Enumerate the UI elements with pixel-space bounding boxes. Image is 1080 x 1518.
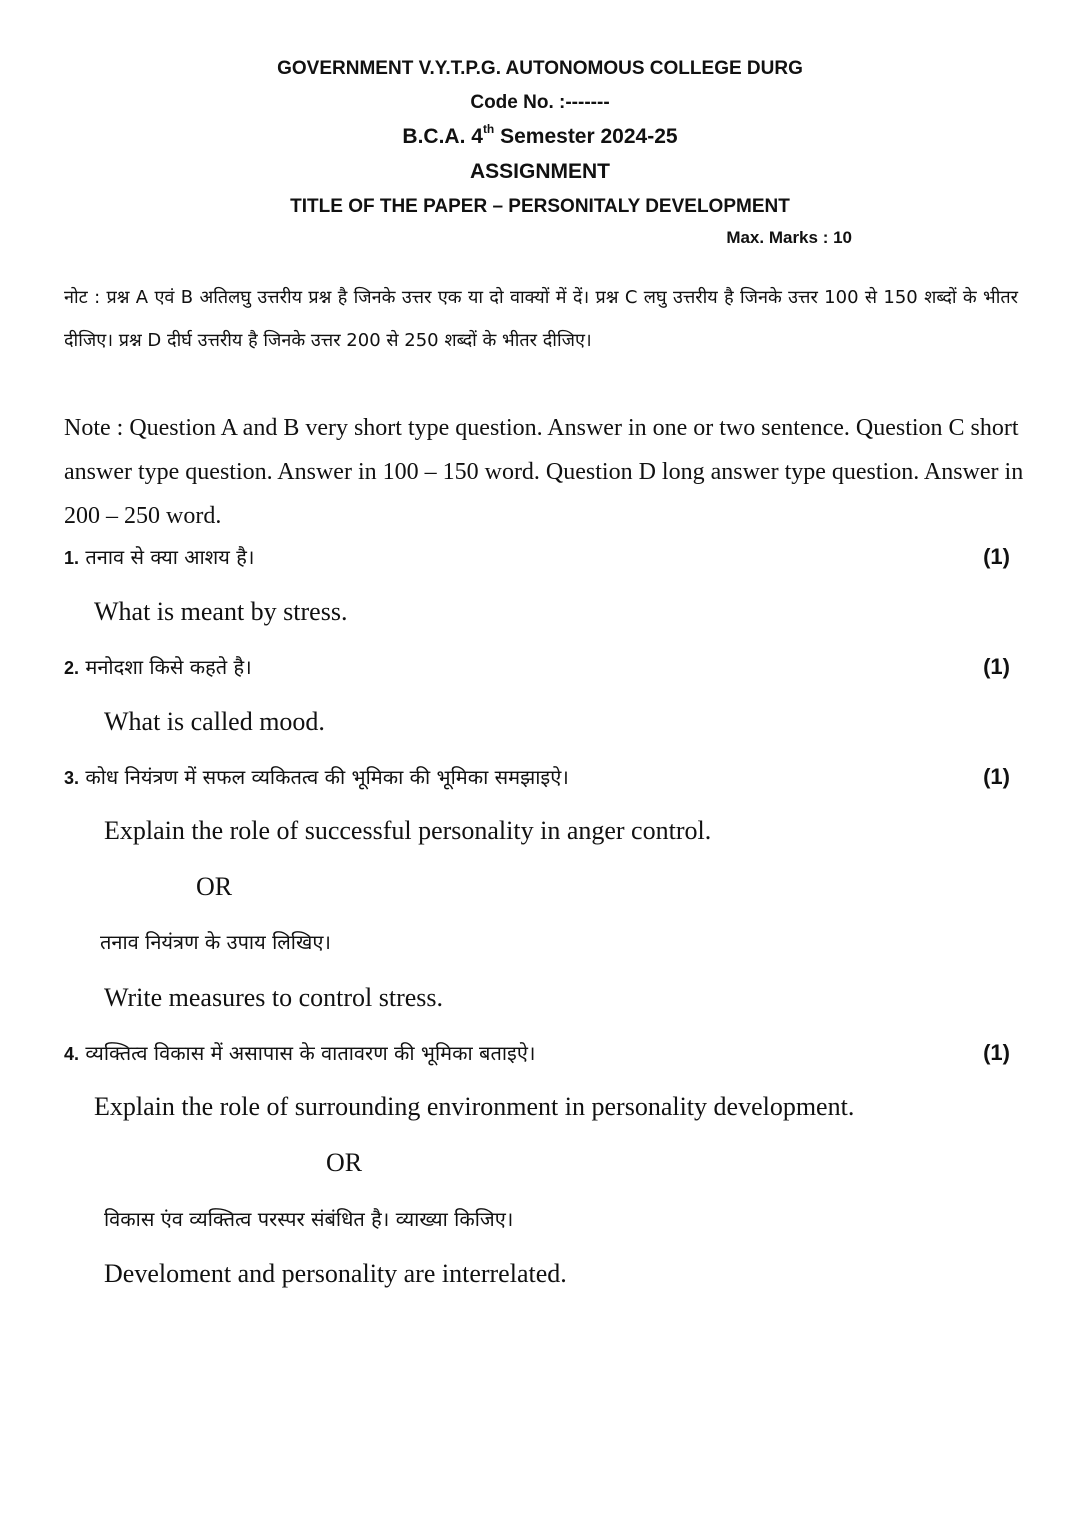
question-1-english: What is meant by stress.: [94, 597, 348, 626]
question-4-or: OR: [326, 1148, 363, 1177]
note-english: Note : Question A and B very short type question. Answer in one or two sentence. Question C short answer type question. Answer in 100 – 150 word. Question D long answer type question. Answer in 200 – 250 word.: [64, 415, 1024, 529]
question-3-marks: (1): [983, 764, 1010, 789]
question-4-alt-english: Develoment and personality are interrelated.: [104, 1259, 567, 1288]
question-4-hindi: [64, 1039, 536, 1066]
question-4-marks: (1): [983, 1040, 1010, 1065]
question-3-english: Explain the role of successful personality in anger control.: [104, 816, 712, 845]
question-2-english: What is called mood.: [104, 707, 325, 736]
question-4-hindi-text: व्यक्तित्व विकास में असापास के वातावरण की भूमिका बताइऐ।: [85, 1041, 536, 1065]
college-name: GOVERNMENT V.Y.T.P.G. AUTONOMOUS COLLEGE DURG: [277, 58, 803, 79]
paper-title: TITLE OF THE PAPER – PERSONITALY DEVELOPMENT: [290, 196, 790, 217]
assignment-heading: ASSIGNMENT: [469, 160, 610, 183]
question-3-hindi: [64, 763, 569, 790]
question-2-number: 2.: [64, 658, 80, 678]
code-number: Code No. :-------: [470, 92, 610, 113]
semester-sup: th: [482, 122, 495, 136]
question-4-alt-hindi: विकास एंव व्यक्तित्व परस्पर संबंधित है। व्याख्या किजिए।: [104, 1207, 514, 1231]
question-3-hindi-text: कोध नियंत्रण में सफल व्यकितत्व की भूमिका की भूमिका समझाइऐ।: [85, 765, 569, 789]
question-1-hindi-text: तनाव से क्या आशय है।: [85, 545, 255, 569]
question-3-alt-english: Write measures to control stress.: [104, 983, 444, 1012]
question-3-or: OR: [196, 872, 233, 901]
question-2-hindi-text: मनोदशा किसे कहते है।: [85, 655, 252, 679]
question-1-marks: (1): [983, 544, 1010, 569]
question-2-hindi: [64, 653, 252, 680]
question-1-hindi: [64, 543, 254, 570]
note-hindi: नोट : प्रश्न A एवं B अतिलघु उत्तरीय प्रश्न है जिनके उत्तर एक या दो वाक्यों में दें। प्रश्न C लघु उत्तरीय है जिनके उत्तर 100 से 150 शब्दों के भीतर दीजिए। प्रश्न D दीर्घ उत्तरीय है जिनके उत्तर 200 से 250 शब्दों के भीतर दीजिए।: [64, 287, 1018, 351]
question-3-number: 3.: [64, 768, 80, 788]
semester-suffix: Semester 2024-25: [494, 125, 678, 148]
semester-line: [0, 124, 1080, 149]
semester-prefix: B.C.A. 4: [402, 125, 483, 148]
question-1-number: 1.: [64, 548, 80, 568]
max-marks: Max. Marks : 10: [726, 228, 852, 247]
question-3-alt-hindi: तनाव नियंत्रण के उपाय लिखिए।: [100, 930, 331, 954]
question-4-number: 4.: [64, 1044, 80, 1064]
question-2-marks: (1): [983, 654, 1010, 679]
question-4-english: Explain the role of surrounding environment in personality development.: [94, 1092, 855, 1121]
